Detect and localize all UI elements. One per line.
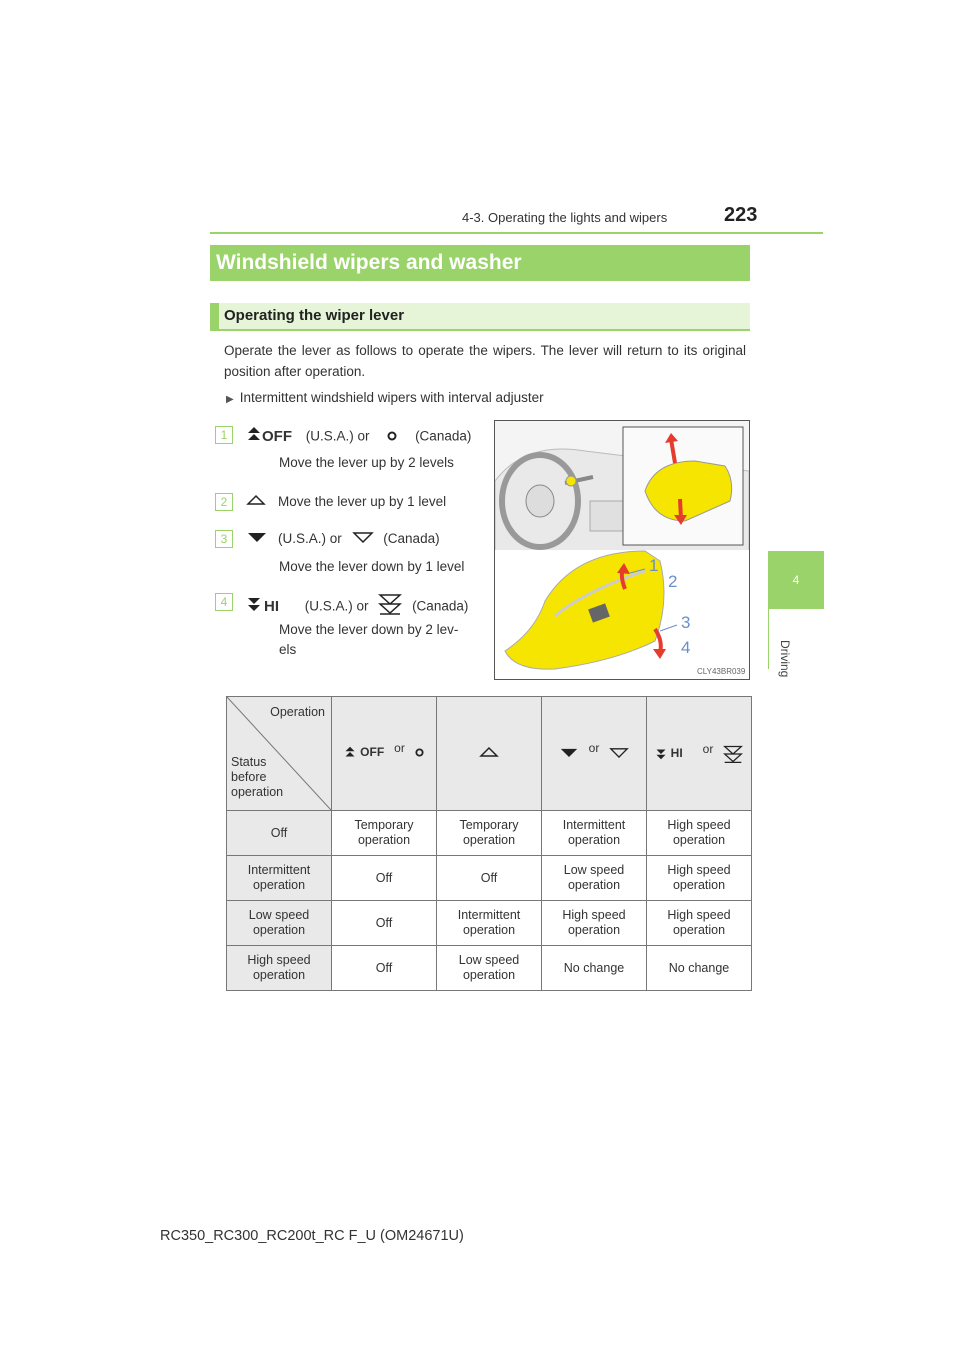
callout-4: 4	[681, 638, 691, 657]
section-title: 4-3. Operating the lights and wipers	[462, 210, 668, 225]
row-status: Off	[227, 811, 332, 856]
table-cell: High speed operation	[647, 856, 752, 901]
intro-paragraph: Operate the lever as follows to operate the wipers. The lever will return to its original position after operation.	[224, 343, 746, 379]
double-up-arrow-icon	[344, 746, 356, 758]
usa-label: (U.S.A.) or	[305, 428, 370, 444]
down-triangle-filled-icon	[246, 529, 268, 549]
row-status: Low speed operation	[227, 901, 332, 946]
column-header-off-mist	[332, 697, 437, 811]
operation-label: Operation	[270, 705, 325, 719]
table-cell: Intermittent operation	[437, 901, 542, 946]
row-status: High speed operation	[227, 946, 332, 991]
illustration-code: CLY43BR039	[697, 667, 746, 676]
table-cell: Intermittent operation	[542, 811, 647, 856]
usa-label: (U.S.A.) or	[278, 531, 342, 546]
table-row	[227, 811, 752, 856]
canada-label: (Canada)	[383, 531, 440, 546]
footer-model-code: RC350_RC300_RC200t_RC F_U (OM24671U)	[160, 1228, 464, 1244]
table-corner-cell	[227, 697, 332, 811]
item-number-1: 1	[215, 426, 233, 444]
usa-label: (U.S.A.) or	[304, 598, 369, 614]
bullet-item	[226, 390, 544, 405]
status-label-line-1: Status	[231, 755, 267, 769]
chapter-tab[interactable]	[768, 551, 824, 609]
chapter-divider	[768, 609, 769, 669]
status-label-line-3: operation	[231, 785, 284, 799]
table-cell: Low speed operation	[542, 856, 647, 901]
item-number-2: 2	[215, 493, 233, 511]
table-cell: Temporary operation	[332, 811, 437, 856]
list-item-1	[246, 426, 486, 448]
item-number-3: 3	[215, 530, 233, 548]
table-cell: Off	[332, 946, 437, 991]
table-cell: Low speed operation	[437, 946, 542, 991]
double-up-arrow-off-icon	[246, 426, 262, 448]
canada-label: (Canada)	[415, 428, 472, 444]
subsection-title: Operating the wiper lever	[210, 303, 750, 331]
bullet-text: Intermittent windshield wipers with interval adjuster	[239, 390, 544, 405]
chapter-label: Driving	[778, 640, 792, 678]
column-header-up-one	[437, 697, 542, 811]
or-text: or	[588, 741, 600, 755]
column-header-down-one	[542, 697, 647, 811]
item-number-4: 4	[215, 593, 233, 611]
table-cell: High speed operation	[647, 811, 752, 856]
table-cell: High speed operation	[647, 901, 752, 946]
canada-label: (Canada)	[412, 598, 469, 614]
status-label	[231, 755, 283, 800]
or-text: or	[702, 742, 714, 756]
list-item-4	[246, 593, 486, 621]
up-triangle-outline-icon	[246, 492, 266, 512]
off-symbol-text: OFF	[360, 744, 385, 759]
table-cell: Temporary operation	[437, 811, 542, 856]
status-label-line-2: before	[231, 770, 267, 784]
row-status: Intermittent operation	[227, 856, 332, 901]
double-down-outline-icon	[378, 593, 402, 621]
item-4-desc: Move the lever down by 2 lev-els	[279, 622, 459, 657]
table-row	[227, 946, 752, 991]
down-triangle-outline-icon	[352, 529, 374, 549]
callout-2: 2	[668, 572, 678, 591]
bullet-arrow-icon: ▶	[226, 394, 234, 405]
chapter-number: 4	[792, 573, 800, 587]
double-down-arrow-icon	[655, 748, 667, 760]
mist-circle-icon	[387, 427, 397, 447]
hi-symbol-text: HI	[264, 597, 279, 615]
column-header-hi	[647, 697, 752, 811]
table-cell: High speed operation	[542, 901, 647, 946]
or-text: or	[394, 740, 405, 755]
up-triangle-outline-icon	[479, 746, 499, 758]
table-cell: Off	[332, 856, 437, 901]
double-down-arrow-hi-icon	[246, 596, 262, 618]
table-cell: No change	[542, 946, 647, 991]
list-item-3	[246, 529, 486, 549]
table-cell: Off	[332, 901, 437, 946]
callout-3: 3	[681, 613, 691, 632]
callout-1: 1	[649, 556, 659, 575]
table-cell: No change	[647, 946, 752, 991]
list-item-2	[246, 492, 446, 512]
down-triangle-outline-icon	[609, 747, 629, 758]
hi-symbol-text: HI	[670, 746, 683, 760]
wiper-lever-illustration	[494, 420, 750, 680]
down-triangle-filled-icon	[559, 747, 579, 758]
page-number: 223	[724, 204, 758, 226]
item-2-desc: Move the lever up by 1 level	[278, 494, 447, 509]
item-1-desc: Move the lever up by 2 levels	[279, 455, 454, 470]
table-row	[227, 856, 752, 901]
mist-circle-icon	[415, 748, 424, 757]
item-3-desc: Move the lever down by 1 level	[279, 559, 465, 574]
off-symbol-text: OFF	[262, 427, 292, 445]
double-down-outline-icon	[723, 744, 743, 764]
wiper-operation-table	[226, 696, 752, 991]
table-row	[227, 901, 752, 946]
table-cell: Off	[437, 856, 542, 901]
header-rule	[210, 232, 823, 234]
page-title: Windshield wipers and washer	[210, 245, 750, 281]
table-header-row	[227, 697, 752, 811]
